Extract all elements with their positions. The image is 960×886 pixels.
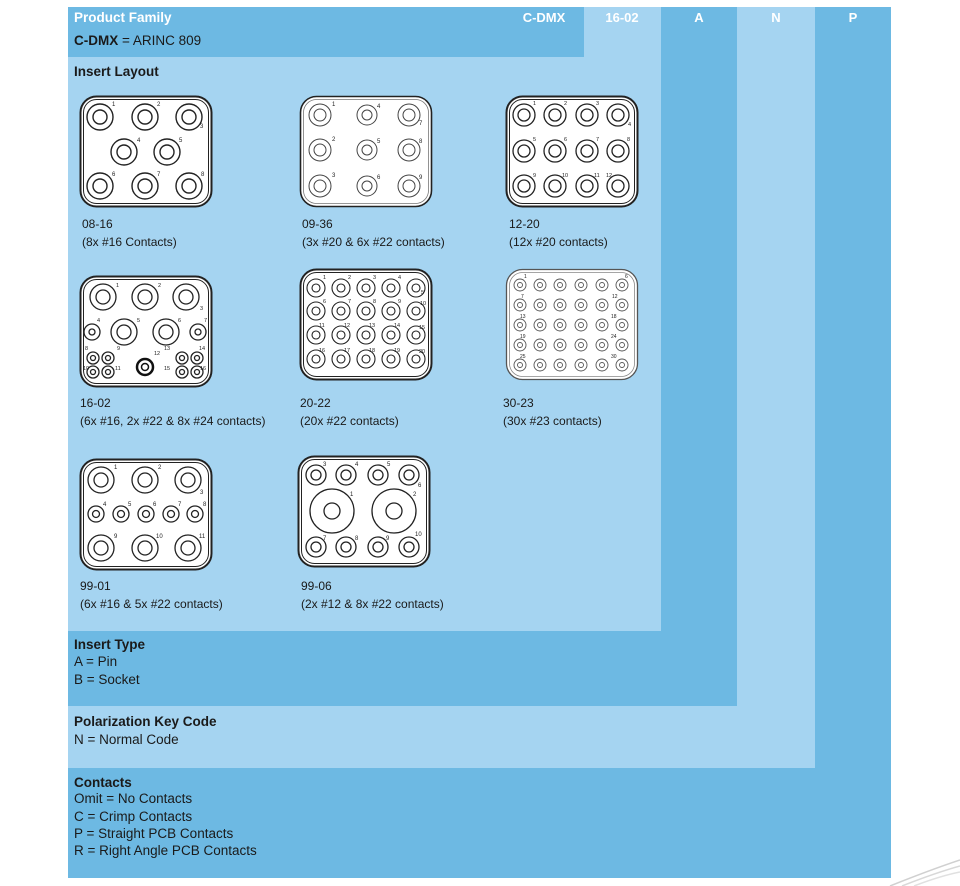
svg-text:5: 5: [179, 138, 183, 144]
svg-text:3: 3: [332, 173, 336, 179]
svg-text:10: 10: [420, 301, 427, 307]
svg-text:9: 9: [533, 173, 537, 179]
svg-text:1: 1: [332, 102, 336, 108]
layout-desc: (20x #22 contacts): [300, 414, 399, 428]
layout-label-20-22: [300, 394, 399, 430]
connector-08-16: [79, 95, 213, 208]
svg-text:18: 18: [369, 348, 376, 354]
product-family-label: Product Family: [74, 10, 172, 25]
svg-text:9: 9: [114, 534, 118, 540]
svg-text:4: 4: [97, 318, 101, 324]
svg-text:1: 1: [533, 101, 537, 107]
svg-text:1: 1: [112, 102, 116, 108]
svg-text:3: 3: [373, 275, 377, 281]
insert-type-line: B = Socket: [74, 672, 140, 687]
layout-label-99-01: [80, 577, 223, 613]
svg-text:1: 1: [323, 275, 327, 281]
svg-text:9: 9: [386, 536, 390, 542]
svg-text:6: 6: [153, 502, 157, 508]
svg-text:13: 13: [369, 323, 376, 329]
layout-code: 20-22: [300, 396, 331, 410]
svg-text:5: 5: [387, 462, 391, 468]
layout-desc: (6x #16, 2x #22 & 8x #24 contacts): [80, 414, 266, 428]
svg-text:6: 6: [377, 175, 381, 181]
svg-text:6: 6: [112, 172, 116, 178]
svg-text:20: 20: [419, 349, 426, 355]
connector-30-23: [505, 268, 639, 381]
contacts-title: Contacts: [74, 775, 132, 790]
code-contacts: P: [848, 10, 858, 25]
insert-type-title: Insert Type: [74, 637, 146, 652]
svg-text:5: 5: [128, 502, 132, 508]
svg-text:5: 5: [421, 290, 425, 296]
svg-text:1: 1: [350, 492, 354, 498]
polarization-title: Polarization Key Code: [74, 714, 217, 729]
connector-99-06: [297, 455, 431, 568]
svg-text:16: 16: [319, 348, 326, 354]
svg-text:11: 11: [594, 173, 600, 179]
svg-text:7: 7: [596, 137, 600, 143]
svg-text:19: 19: [394, 348, 401, 354]
layout-label-08-16: [82, 215, 177, 251]
svg-text:4: 4: [628, 122, 632, 128]
layout-label-30-23: [503, 394, 602, 430]
svg-text:30: 30: [611, 354, 617, 360]
layout-desc: (3x #20 & 6x #22 contacts): [302, 235, 445, 249]
svg-text:2: 2: [332, 137, 336, 143]
svg-text:1: 1: [524, 274, 527, 280]
connector-99-01: [79, 458, 213, 571]
layout-label-12-20: [509, 215, 608, 251]
svg-text:10: 10: [415, 532, 422, 538]
svg-text:2: 2: [564, 101, 568, 107]
connector-12-20: [505, 95, 639, 208]
svg-text:6: 6: [418, 483, 422, 489]
layout-desc: (12x #20 contacts): [509, 235, 608, 249]
svg-text:2: 2: [157, 102, 161, 108]
svg-text:3: 3: [596, 101, 600, 107]
connector-09-36: [299, 95, 433, 208]
layout-code: 16-02: [80, 396, 111, 410]
svg-text:25: 25: [520, 354, 526, 360]
code-cdmx: C-DMX: [522, 10, 566, 25]
layout-code: 12-20: [509, 217, 540, 231]
svg-text:4: 4: [103, 502, 107, 508]
svg-text:8: 8: [355, 536, 359, 542]
layout-label-09-36: [302, 215, 445, 251]
svg-text:3: 3: [323, 462, 327, 468]
svg-text:11: 11: [319, 323, 325, 329]
svg-text:5: 5: [137, 318, 141, 324]
polarization-line: N = Normal Code: [74, 732, 179, 747]
connector-20-22: [299, 268, 433, 381]
layout-desc: (2x #12 & 8x #22 contacts): [301, 597, 444, 611]
layout-code: 30-23: [503, 396, 534, 410]
layout-code: 99-01: [80, 579, 111, 593]
svg-text:3: 3: [200, 306, 204, 312]
svg-text:8: 8: [419, 139, 423, 145]
svg-text:12: 12: [344, 323, 351, 329]
svg-text:10: 10: [156, 534, 163, 540]
layout-label-99-06: [301, 577, 444, 613]
svg-text:7: 7: [521, 294, 524, 300]
layout-desc: (6x #16 & 5x #22 contacts): [80, 597, 223, 611]
svg-text:6: 6: [323, 299, 327, 305]
svg-text:11: 11: [115, 366, 121, 372]
svg-text:2: 2: [158, 283, 162, 289]
family-desc: = ARINC 809: [118, 33, 202, 48]
svg-text:4: 4: [137, 138, 141, 144]
code-key: N: [771, 10, 781, 25]
svg-text:8: 8: [203, 502, 207, 508]
svg-text:5: 5: [377, 139, 381, 145]
page-curl-decoration: [880, 856, 960, 886]
svg-text:12: 12: [154, 351, 161, 357]
svg-text:13: 13: [520, 314, 526, 320]
svg-text:14: 14: [394, 323, 401, 329]
contacts-line: Omit = No Contacts: [74, 791, 193, 806]
family-prefix: C-DMX: [74, 33, 119, 48]
svg-text:10: 10: [562, 173, 569, 179]
svg-text:6: 6: [564, 137, 568, 143]
svg-text:6: 6: [178, 318, 182, 324]
family-definition: [74, 33, 201, 48]
svg-text:15: 15: [419, 325, 426, 331]
svg-text:1: 1: [114, 465, 118, 471]
svg-text:13: 13: [164, 346, 171, 352]
insert-type-line: A = Pin: [74, 654, 118, 669]
layout-desc: (8x #16 Contacts): [82, 235, 177, 249]
svg-text:1: 1: [116, 283, 120, 289]
layout-desc: (30x #23 contacts): [503, 414, 602, 428]
contacts-line: C = Crimp Contacts: [74, 809, 193, 824]
svg-text:8: 8: [627, 137, 631, 143]
svg-text:7: 7: [419, 121, 423, 127]
svg-text:9: 9: [398, 299, 402, 305]
svg-text:12: 12: [606, 173, 613, 179]
svg-text:7: 7: [157, 172, 161, 178]
svg-text:2: 2: [348, 275, 352, 281]
svg-text:12: 12: [612, 294, 618, 300]
svg-text:18: 18: [611, 314, 617, 320]
svg-text:3: 3: [200, 490, 204, 496]
contacts-line: R = Right Angle PCB Contacts: [74, 843, 257, 858]
svg-text:4: 4: [355, 462, 359, 468]
layout-code: 99-06: [301, 579, 332, 593]
svg-text:7: 7: [204, 318, 208, 324]
svg-text:10: 10: [83, 366, 90, 372]
svg-text:16: 16: [200, 366, 207, 372]
svg-text:2: 2: [158, 465, 162, 471]
code-type: A: [694, 10, 704, 25]
insert-layout-title: Insert Layout: [74, 64, 159, 79]
svg-text:2: 2: [413, 492, 417, 498]
svg-text:6: 6: [625, 274, 628, 280]
svg-text:17: 17: [344, 348, 351, 354]
svg-text:4: 4: [377, 104, 381, 110]
svg-text:7: 7: [348, 299, 352, 305]
svg-text:7: 7: [178, 502, 182, 508]
svg-text:5: 5: [533, 137, 537, 143]
svg-text:7: 7: [323, 536, 327, 542]
svg-text:8: 8: [373, 299, 377, 305]
svg-text:3: 3: [200, 124, 204, 130]
connector-16-02: [79, 275, 213, 388]
svg-text:8: 8: [85, 346, 89, 352]
code-layout: 16-02: [584, 7, 660, 27]
contacts-line: P = Straight PCB Contacts: [74, 826, 234, 841]
layout-code: 09-36: [302, 217, 333, 231]
svg-text:8: 8: [201, 172, 205, 178]
svg-text:4: 4: [398, 275, 402, 281]
layout-label-16-02: [80, 394, 265, 430]
svg-text:24: 24: [611, 334, 617, 340]
svg-text:19: 19: [520, 334, 526, 340]
svg-text:9: 9: [419, 175, 423, 181]
svg-text:9: 9: [117, 346, 121, 352]
layout-code: 08-16: [82, 217, 113, 231]
svg-text:14: 14: [199, 346, 206, 352]
svg-text:15: 15: [164, 366, 171, 372]
svg-text:11: 11: [199, 534, 206, 540]
